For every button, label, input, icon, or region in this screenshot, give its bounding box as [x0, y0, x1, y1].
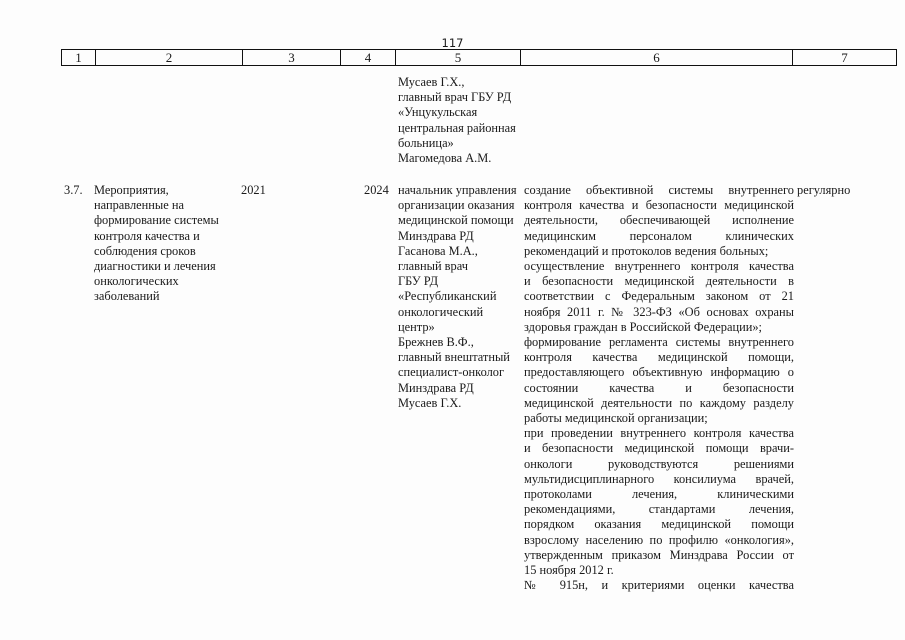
- responsible-line: организации оказания: [398, 198, 515, 213]
- continued-responsible-line: главный врач ГБУ РД: [398, 90, 512, 105]
- result-line: работы медицинской организации;: [524, 411, 708, 426]
- column-number-5: 5: [396, 50, 521, 66]
- start-year: 2021: [241, 183, 266, 197]
- continued-responsible-line: «Унцукульская: [398, 105, 478, 120]
- expected-result-cell: [524, 183, 794, 593]
- responsible-line: Брежнев В.Ф.,: [398, 335, 474, 350]
- responsible-line: Минздрава РД: [398, 380, 474, 395]
- result-line: рекомендаций и протоколов ведения больных;: [524, 243, 769, 258]
- responsible-line: «Республиканский: [398, 289, 497, 304]
- activity-name-line: формирование системы: [94, 213, 219, 228]
- column-number-6: 6: [521, 50, 793, 66]
- activity-name-line: Мероприятия,: [94, 183, 169, 197]
- responsible-line: Минздрава РД: [398, 228, 474, 243]
- result-line: соответствии с Федеральным законом от 21: [524, 289, 794, 304]
- column-number-4: 4: [341, 50, 396, 66]
- activity-name-line: заболеваний: [94, 289, 160, 304]
- responsible-cell: [398, 183, 524, 411]
- activity-name-cell: [94, 183, 234, 305]
- activity-name-line: контроля качества и: [94, 228, 200, 243]
- result-line: контроля качества медицинской помощи,: [524, 350, 794, 365]
- responsible-line: начальник управления: [398, 183, 517, 197]
- result-line: предоставляющего объективную информацию о: [524, 365, 794, 380]
- responsible-line: Гасанова М.А.,: [398, 243, 478, 258]
- page-number: 117: [441, 36, 464, 50]
- activity-name-line: направленные на: [94, 198, 184, 213]
- row-number: 3.7.: [64, 183, 83, 197]
- column-number-1: 1: [62, 50, 96, 66]
- responsible-line: специалист-онколог: [398, 365, 505, 380]
- result-line: мультидисциплинарного консилиума врачей,: [524, 471, 794, 486]
- responsible-line: главный внештатный: [398, 350, 510, 365]
- result-line: и безопасности медицинской помощи врачи-: [524, 441, 794, 456]
- column-number-3: 3: [243, 50, 341, 66]
- result-line: протоколами лечения, клиническими: [524, 487, 794, 502]
- result-line: при проведении внутреннего контроля качества: [524, 426, 794, 441]
- result-line: деятельности, обеспечивающей исполнение: [524, 213, 794, 228]
- result-line: 15 ноября 2012 г.: [524, 563, 614, 578]
- responsible-line: Мусаев Г.Х.: [398, 395, 462, 410]
- continued-responsible-line: больница»: [398, 135, 454, 150]
- responsible-line: ГБУ РД: [398, 274, 439, 289]
- result-line: рекомендациями, стандартами лечения,: [524, 502, 794, 517]
- activity-name-line: онкологических: [94, 274, 179, 289]
- result-line: № 915н, и критериями оценки качества: [524, 578, 794, 593]
- result-line: порядком оказания медицинской помощи: [524, 517, 794, 532]
- continued-responsible-line: Мусаев Г.Х.,: [398, 75, 465, 89]
- result-line: здоровья граждан в Российской Федерации»;: [524, 319, 762, 334]
- responsible-line: центр»: [398, 319, 435, 334]
- continued-responsible-line: центральная районная: [398, 120, 516, 135]
- result-line: взрослому населению по профилю «онкология»,: [524, 532, 794, 547]
- periodicity: регулярно: [797, 183, 851, 197]
- result-line: утвержденным приказом Минздрава России от: [524, 547, 794, 562]
- result-line: осуществление внутреннего контроля качества: [524, 259, 794, 274]
- activity-name-line: диагностики и лечения: [94, 259, 216, 274]
- responsible-line: медицинской помощи: [398, 213, 514, 228]
- result-line: онкологи руководствуются решениями: [524, 456, 794, 471]
- column-numbers-row: [62, 50, 897, 66]
- end-year: 2024: [364, 183, 389, 197]
- responsible-line: главный врач: [398, 259, 468, 274]
- result-line: контроля качества и безопасности медицинской: [524, 198, 794, 213]
- result-line: создание объективной системы внутреннего: [524, 183, 794, 197]
- column-number-7: 7: [793, 50, 897, 66]
- result-line: ноября 2011 г. № 323-ФЗ «Об основах охраны: [524, 304, 794, 319]
- responsible-line: онкологический: [398, 304, 484, 319]
- column-header-table: [61, 49, 897, 66]
- result-line: состоянии качества и безопасности: [524, 380, 794, 395]
- continued-responsible-cell: [398, 75, 524, 166]
- result-line: и безопасности медицинской деятельности в: [524, 274, 794, 289]
- activity-name-line: соблюдения сроков: [94, 243, 196, 258]
- result-line: медицинской деятельности по каждому разделу: [524, 395, 794, 410]
- result-line: медицинским персоналом клинических: [524, 228, 794, 243]
- result-line: формирование регламента системы внутреннего: [524, 335, 794, 350]
- column-number-2: 2: [96, 50, 243, 66]
- continued-responsible-line: Магомедова А.М.: [398, 151, 492, 166]
